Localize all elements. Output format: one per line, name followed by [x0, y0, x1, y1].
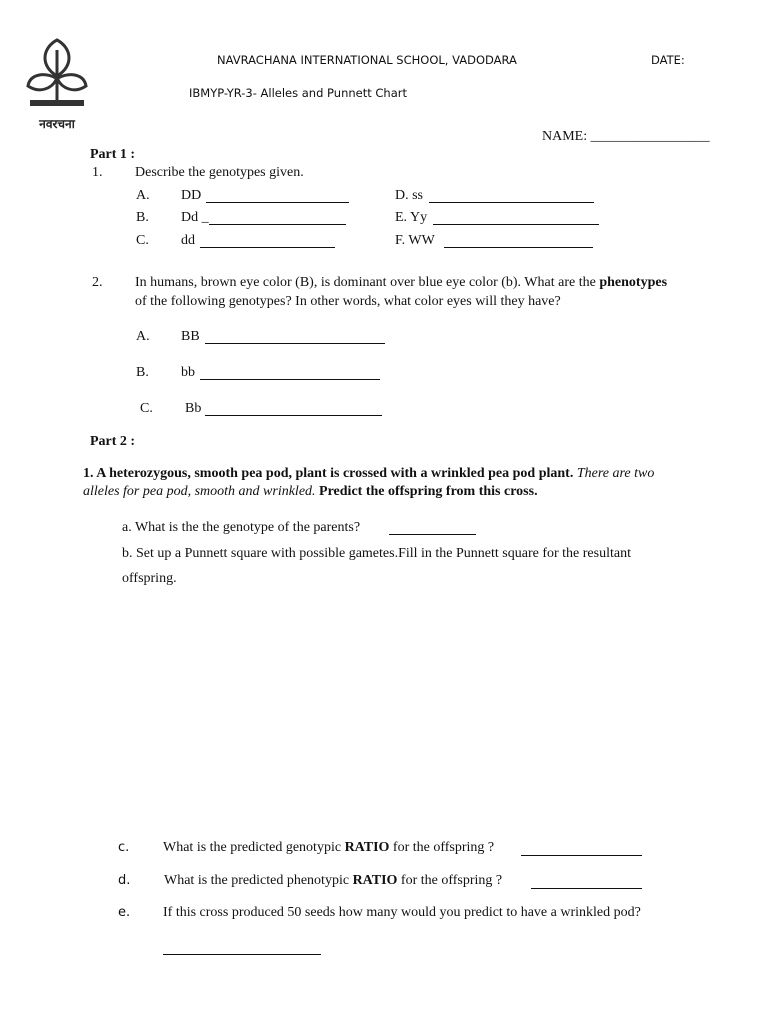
q2-text-start: In humans, brown eye color (B), is dominant over blue eye color (b). What are the — [135, 275, 600, 290]
q1-letter-c: C. — [136, 233, 149, 248]
part2-qc-text: What is the predicted genotypic — [163, 840, 345, 855]
answer-line — [209, 224, 346, 225]
worksheet-subtitle: IBMYP-YR-3- Alleles and Punnett Chart — [189, 86, 408, 100]
q1-label-a: DD — [181, 188, 202, 203]
part2-qc-letter: c. — [118, 840, 130, 855]
part2-q1-italic-2: alleles for pea pod, smooth and wrinkled. — [83, 484, 316, 499]
answer-line — [206, 202, 349, 203]
q1-number: 1. — [92, 165, 103, 180]
part2-qd-text: What is the predicted phenotypic — [164, 873, 353, 888]
answer-line — [200, 247, 335, 248]
part2-q1-line1 — [83, 466, 654, 482]
part2-qd-bold: RATIO — [352, 873, 398, 888]
q2-label-c: Bb — [185, 401, 202, 416]
q1-text: Describe the genotypes given. — [135, 165, 304, 180]
part2-qe: If this cross produced 50 seeds how many would you predict to have a wrinkled pod? — [163, 905, 641, 920]
part2-qa: a. What is the the genotype of the parents? — [122, 520, 361, 535]
q1-letter-b: B. — [136, 210, 149, 225]
answer-line — [205, 343, 385, 344]
q2-text-bold: phenotypes — [599, 275, 668, 290]
q1-label-c: dd — [181, 233, 195, 248]
q2-letter-c: C. — [140, 401, 153, 416]
part1-title: Part 1 : — [90, 147, 136, 162]
q2-number: 2. — [92, 275, 103, 290]
answer-line — [444, 247, 593, 248]
name-label: NAME: _________________ — [542, 129, 710, 144]
school-name: NAVRACHANA INTERNATIONAL SCHOOL, VADODARA — [217, 53, 517, 67]
part2-qc-text-end: for the offspring ? — [389, 840, 495, 855]
part2-q1-bold-2: Predict the offspring from this cross. — [315, 484, 538, 499]
part2-q1-bold: 1. A heterozygous, smooth pea pod, plant is crossed with a wrinkled pea pod plant. — [83, 466, 574, 481]
answer-line — [521, 855, 642, 856]
part2-q1-line2 — [83, 484, 538, 500]
part2-qb: b. Set up a Punnett square with possible gametes.Fill in the Punnett square for the resultant — [122, 546, 631, 561]
part2-qd-letter: d. — [118, 873, 131, 888]
answer-line — [433, 224, 599, 225]
answer-line — [163, 954, 321, 955]
school-logo — [22, 36, 92, 131]
part2-qd-text-end: for the offspring ? — [397, 873, 503, 888]
q1-label-e: E. Yy — [395, 210, 428, 225]
logo-text: नवरचना — [39, 117, 75, 131]
q2-letter-a: A. — [136, 329, 150, 344]
q1-label-f: F. WW — [395, 233, 435, 248]
answer-line — [389, 534, 476, 535]
answer-line — [531, 888, 642, 889]
q2-label-b: bb — [181, 365, 195, 380]
part2-qc-bold: RATIO — [344, 840, 390, 855]
q2-letter-b: B. — [136, 365, 149, 380]
q2-text-line2: of the following genotypes? In other words, what color eyes will they have? — [135, 294, 561, 309]
part2-qc — [163, 840, 494, 856]
part2-qd — [164, 873, 502, 889]
q1-label-b: Dd _ — [181, 210, 209, 225]
answer-line — [205, 415, 382, 416]
answer-line — [200, 379, 380, 380]
q2-text — [135, 275, 667, 291]
part2-title: Part 2 : — [90, 434, 136, 449]
part2-qb-line2: offspring. — [122, 571, 177, 586]
q1-letter-a: A. — [136, 188, 150, 203]
part2-qe-letter: e. — [118, 905, 131, 920]
q2-label-a: BB — [181, 329, 200, 344]
answer-line — [429, 202, 594, 203]
q1-label-d: D. ss — [395, 188, 424, 203]
date-label: DATE: — [651, 53, 685, 67]
leaf-logo-icon — [22, 36, 92, 108]
part2-q1-italic: There are two — [573, 466, 655, 481]
